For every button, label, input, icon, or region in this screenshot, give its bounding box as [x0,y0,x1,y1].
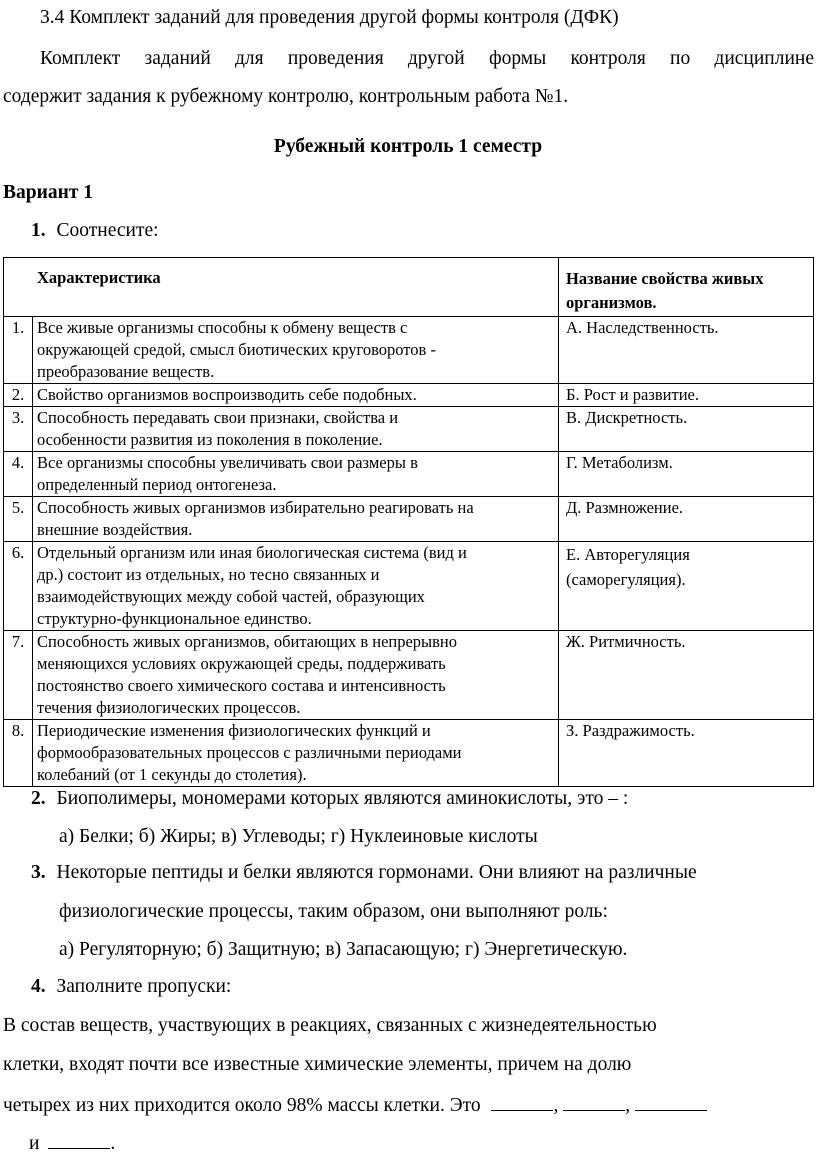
row-description: Свойство организмов воспроизводить себе подобных. [33,384,559,407]
row-property: А. Наследственность. [559,317,814,384]
table-row [4,542,814,631]
question-4-number: 4. [31,976,46,997]
table-row [4,452,814,497]
question-3-line-2: физиологические процессы, таким образом, они выполняют роль: [59,901,608,922]
table-row [4,317,814,384]
matching-table [3,257,814,787]
row-number: 3. [4,407,33,452]
heading: Рубежный контроль 1 семестр [273,136,543,157]
table-row [4,631,814,720]
table-row [4,407,814,452]
table-row [4,497,814,542]
row-description: Все живые организмы способны к обмену веществ с окружающей средой, смысл биотических круговоротов - преобразование веществ. [33,317,559,384]
section-title: 3.4 Комплект заданий для проведения другой формы контроля (ДФК) [40,7,619,28]
answer-blank-3[interactable] [635,1092,707,1111]
question-3-number: 3. [31,862,46,883]
question-4-line-2: клетки, входят почти все известные химические элементы, причем на долю [3,1054,632,1075]
row-property: Б. Рост и развитие. [559,384,814,407]
row-number: 5. [4,497,33,542]
question-2-text: Биополимеры, мономерами которых являются аминокислоты, это – : [56,788,629,809]
question-1-number: 1. [31,220,46,241]
table-row [4,720,814,787]
question-4-line-1: В состав веществ, участвующих в реакциях, связанных с жизнедеятельностью [3,1015,657,1036]
row-property: З. Раздражимость. [559,720,814,787]
row-description: Способность передавать свои признаки, свойства и особенности развития из поколения в поколение. [33,407,559,452]
row-number: 1. [4,317,33,384]
row-number: 6. [4,542,33,631]
question-4 [31,975,231,999]
row-property: Ж. Ритмичность. [559,631,814,720]
answer-blank-1[interactable] [491,1092,553,1111]
row-property: В. Дискретность. [559,407,814,452]
intro-line-2: содержит задания к рубежному контролю, контрольным работа №1. [3,86,569,107]
question-2-number: 2. [31,788,46,809]
row-description: Способность живых организмов, обитающих в непрерывно меняющихся условиях окружающей среды, поддерживать постоянство своего химического состава и интенсивность течения физиологических процессов. [33,631,559,720]
row-number: 7. [4,631,33,720]
row-property: Е. Авторегуляция (саморегуляция). [559,542,814,631]
table-row [4,384,814,407]
table-header-row [4,258,814,317]
row-number: 2. [4,384,33,407]
question-3-options: а) Регуляторную; б) Защитную; в) Запасающую; г) Энергетическую. [59,939,628,960]
question-1 [31,219,159,243]
row-property: Г. Метаболизм. [559,452,814,497]
row-property: Д. Размножение. [559,497,814,542]
question-4-line-3: четырех из них приходится около 98% массы клетки. Это , , [3,1092,707,1118]
question-3 [31,861,697,885]
question-2 [31,787,628,811]
question-3-line-1: Некоторые пептиды и белки являются гормонами. Они влияют на различные [56,862,697,883]
intro-line-1: Комплект заданий для проведения другой формы контроля по дисциплине [40,48,814,69]
answer-blank-2[interactable] [563,1092,625,1111]
row-description: Все организмы способны увеличивать свои размеры в определенный период онтогенеза. [33,452,559,497]
header-property-name: Название свойства живых организмов. [559,258,814,317]
row-number: 8. [4,720,33,787]
row-description: Отдельный организм или иная биологическая система (вид и др.) состоит из отдельных, но тесно связанных и взаимодействующих между собой частей, образующих структурно-функциональное единство. [33,542,559,631]
variant-title: Вариант 1 [3,182,94,203]
question-2-options: а) Белки; б) Жиры; в) Углеводы; г) Нуклеиновые кислоты [59,826,538,847]
row-description: Способность живых организмов избирательно реагировать на внешние воздействия. [33,497,559,542]
question-4-text: Заполните пропуски: [56,976,232,997]
question-4-line-4: и . [29,1130,115,1156]
answer-blank-4[interactable] [48,1130,110,1149]
row-number: 4. [4,452,33,497]
row-description: Периодические изменения физиологических функций и формообразовательных процессов с различными периодами колебаний (от 1 секунды до столетия). [33,720,559,787]
header-characteristic: Характеристика [4,258,559,317]
question-1-text: Соотнесите: [56,220,159,241]
